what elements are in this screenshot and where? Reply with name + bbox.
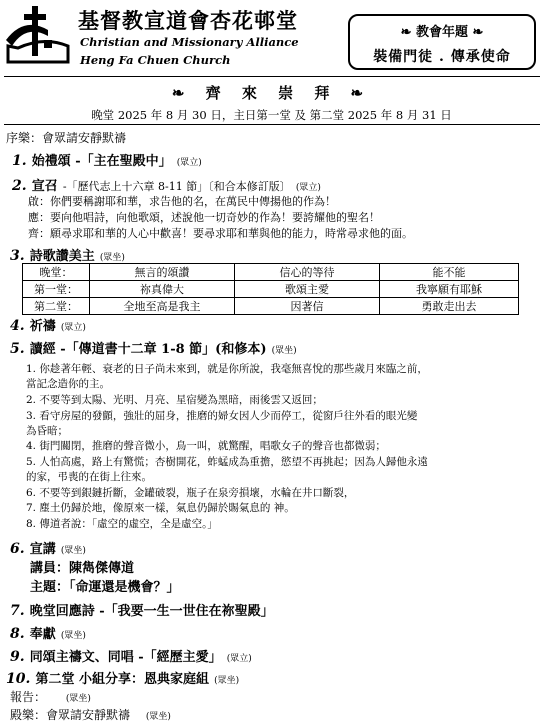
church-logo: [4, 6, 72, 64]
scripture-line: 當記念造你的主。: [26, 378, 110, 390]
church-name-en-2: Heng Fa Chuen Church: [80, 53, 231, 67]
ornament-icon: ❧: [400, 25, 416, 40]
item-10: 10. 第二堂 小組分享：恩典家庭組 (眾坐): [6, 671, 240, 687]
report: 報告： (眾坐): [10, 690, 91, 704]
item-3: 3. 詩歌讚美主 (眾坐): [10, 248, 125, 264]
page-title: 齊 來 崇 拜: [205, 84, 338, 102]
church-name-zh: 基督教宣道會杏花邨堂: [78, 8, 298, 33]
item-1: 1. 始禮頌 -「主在聖殿中」 (眾立): [12, 153, 202, 169]
item-5: 5. 讀經 -「傳道書十二章 1-8 節」(和修本) (眾坐): [10, 341, 297, 357]
year-theme-box: [348, 14, 536, 70]
call-to-worship-line: 應：要向他唱詩，向他歌頌，述說他一切奇妙的作為！要誇耀他的聖名！: [28, 211, 380, 224]
scripture-line: 2. 不要等到太陽、光明、月亮、星宿變為黑暗，雨後雲又返回；: [26, 394, 323, 406]
hymn-table: [22, 263, 519, 315]
theme-label: 教會年題: [415, 25, 468, 40]
scripture-line: 6. 不要等到銀鏈折斷，金罐破裂，瓶子在泉旁損壞，水輪在井口斷裂，: [26, 487, 355, 499]
divider: [4, 124, 540, 125]
scripture-line: 8. 傳道者說：「虛空的虛空，全是虛空。」: [26, 518, 218, 530]
prelude: 序樂：會眾請安靜默禱: [6, 131, 127, 145]
ornament-icon: ❧: [337, 84, 372, 102]
sermon-topic: 主題：「命運還是機會？」: [30, 580, 180, 595]
scripture-line: 5. 人怕高處，路上有驚慌；杏樹開花，蚱蜢成為重擔，慾望不再挑起；因為人歸他永遠: [26, 456, 428, 468]
ornament-icon: ❧: [468, 25, 484, 40]
scripture-line: 7. 塵土仍歸於地，像原來一樣，氣息仍歸於賜氣息的 神。: [26, 502, 295, 514]
church-name-en: Christian and Missionary Alliance: [80, 35, 299, 49]
item-2: 2. 宣召 -「歷代志上十六章 8-11 節」〔和合本修訂版〕 (眾立): [12, 178, 321, 194]
item-8: 8. 奉獻 (眾坐): [10, 626, 86, 642]
table-row: 第一堂： 祢真偉大 歌頌主愛 我寧願有耶穌: [23, 281, 519, 298]
theme-text: 裝備門徒 . 傳承使命: [373, 49, 511, 65]
scripture-line: 為昏暗；: [26, 425, 68, 437]
scripture-line: 的家，弔喪的在街上往來。: [26, 471, 152, 483]
scripture-line: 1. 你趁著年輕、衰老的日子尚未來到，就是你所說，我毫無喜悅的那些歲月來臨之前，: [26, 363, 428, 375]
divider: [4, 76, 540, 77]
item-6: 6. 宣講 (眾坐): [10, 541, 86, 557]
scripture-line: 3. 看守房屋的發顫，強壯的屈身，推磨的婦女因人少而停工，從窗戶往外看的眼光變: [26, 410, 418, 422]
ornament-icon: ❧: [171, 84, 206, 102]
table-row: 第二堂： 全地至高是我主 因著信 勇敢走出去: [23, 298, 519, 315]
postlude: 殿樂：會眾請安靜默禱 (眾坐): [10, 708, 171, 722]
item-4: 4. 祈禱 (眾立): [10, 318, 86, 334]
scripture-line: 4. 街門關閉，推磨的聲音微小，鳥一叫，就驚醒，唱歌女子的聲音也都微弱；: [26, 440, 386, 452]
call-to-worship-line: 齊：願尋求耶和華的人心中歡喜！要尋求耶和華與他的能力，時常尋求他的面。: [28, 227, 413, 240]
service-dates: 晚堂 2025 年 8 月 30 日，主日第一堂 及 第二堂 2025 年 8 月 31 日: [91, 108, 452, 122]
item-7: 7. 晚堂回應詩 -「我要一生一世住在祢聖殿」: [10, 603, 274, 619]
item-9: 9. 同頌主禱文、同唱 -「經歷主愛」 (眾立): [10, 649, 252, 665]
call-to-worship-line: 啟：你們要稱謝耶和華，求告他的名，在萬民中傳揚他的作為！: [28, 195, 336, 208]
table-row: 晚堂： 無言的頌讚 信心的等待 能不能: [23, 264, 519, 281]
speaker: 講員：陳雋傑傳道: [30, 561, 135, 576]
